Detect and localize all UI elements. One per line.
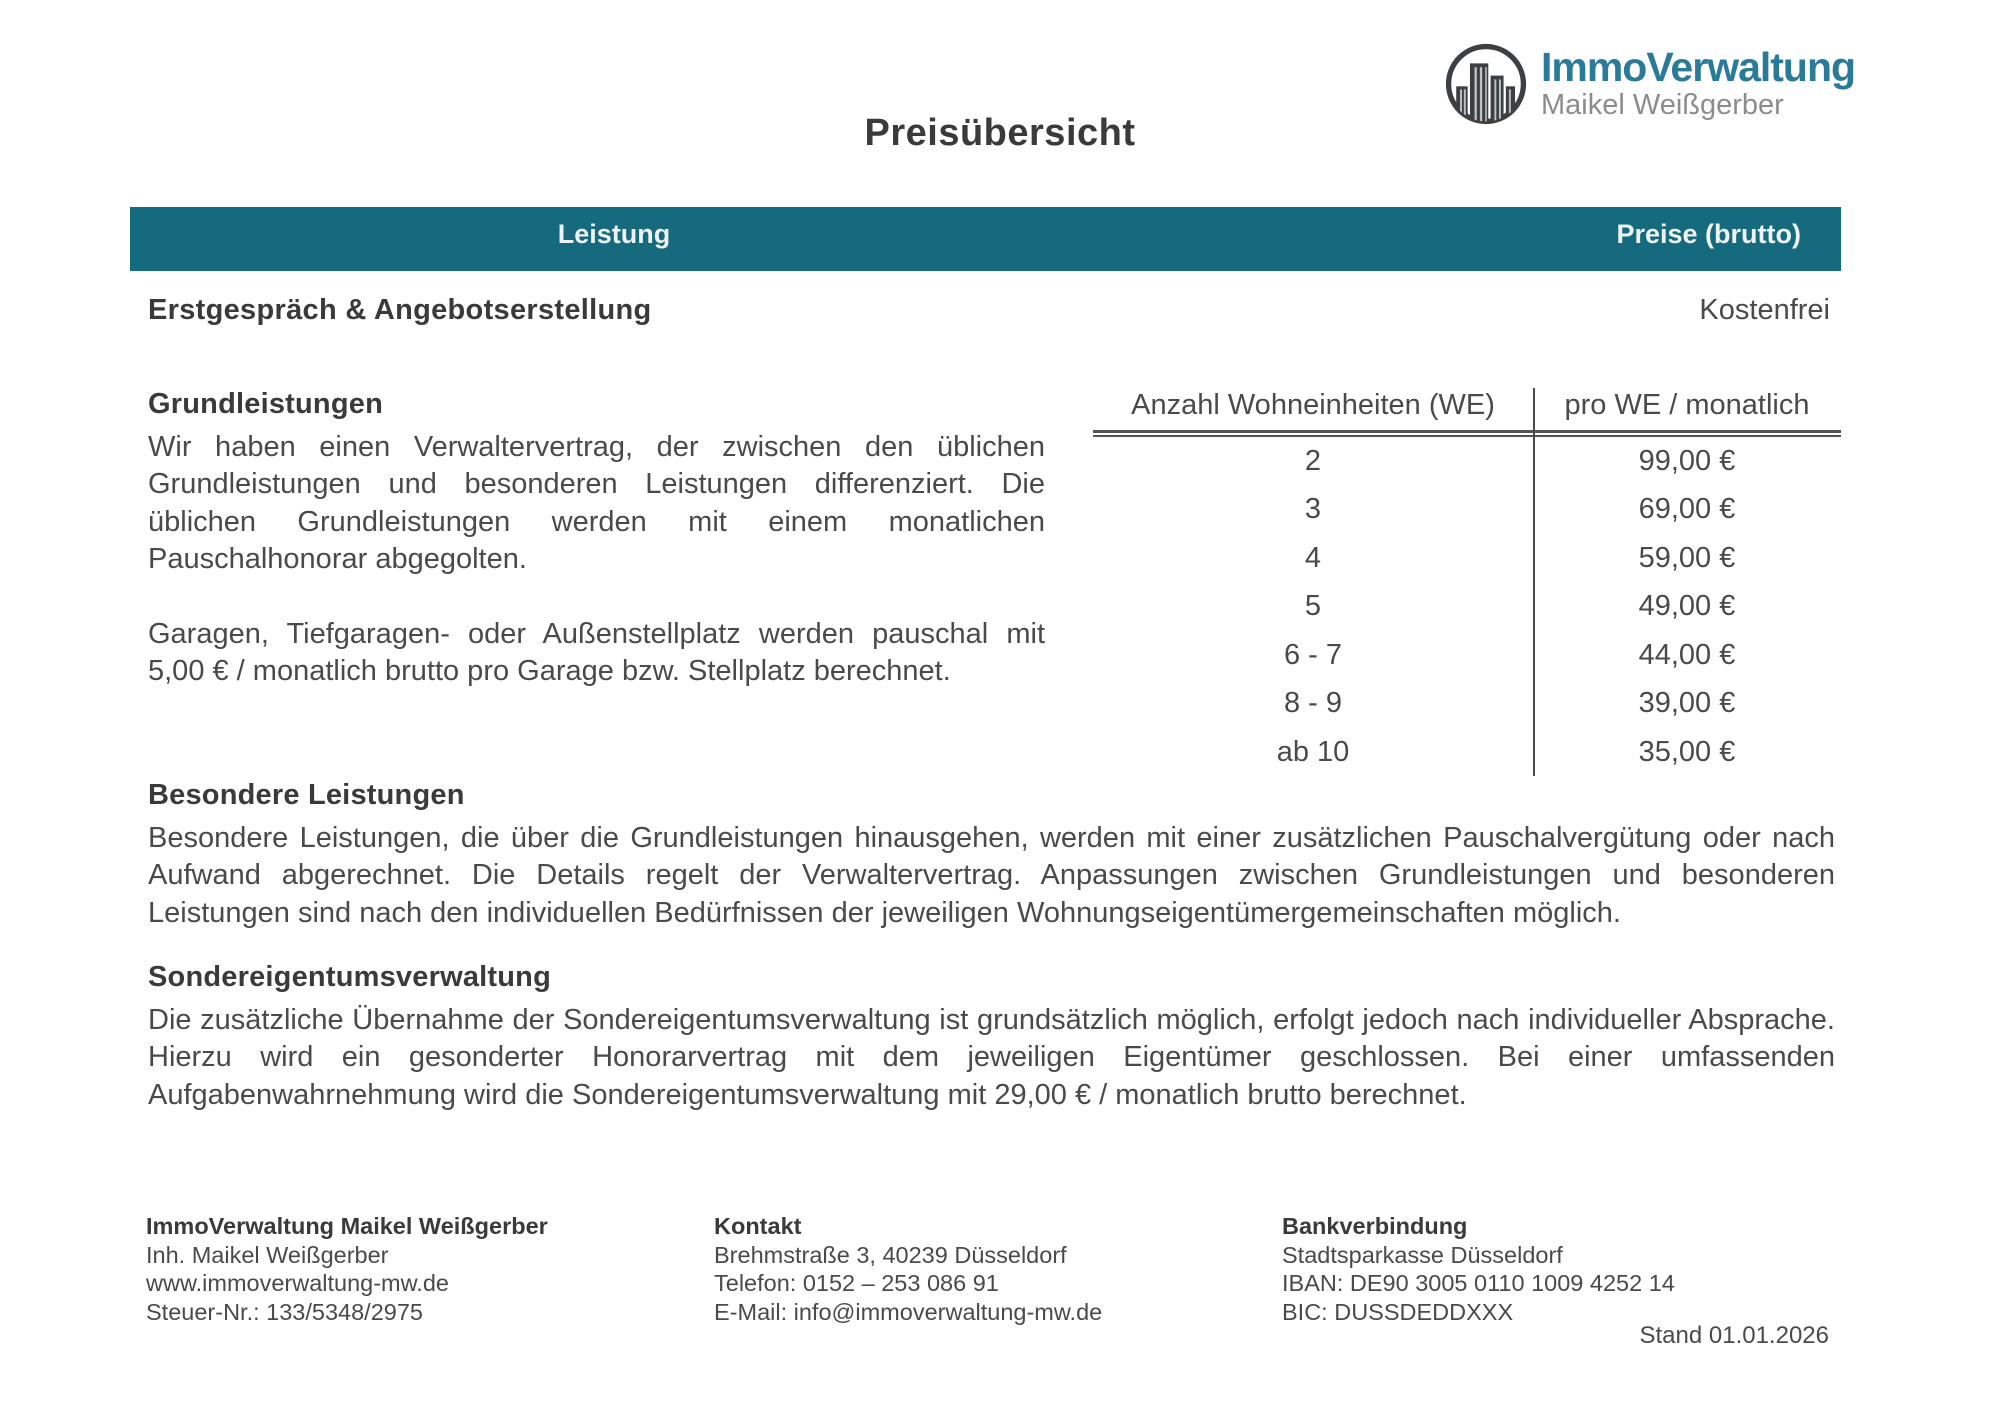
grundleistungen-paragraph: Wir haben einen Verwaltervertrag, der zwischen den üblichen Grundleistungen und besonderen Leistungen differenziert. Die üblichen Grundleistungen werden mit einem monatlichen Pauschalhonorar abgegolten.: [148, 431, 1045, 576]
table-row: [1093, 631, 1841, 680]
table-cell-we: ab 10: [1276, 735, 1350, 768]
footer-bank-bic: BIC: DUSSDEDDXXX: [1282, 1298, 1514, 1325]
column-header-we: Anzahl Wohneinheiten (WE): [1131, 389, 1495, 421]
table-cell-we: 2: [1304, 444, 1322, 477]
intro-row: [148, 294, 1830, 327]
footer-company-column: [146, 1212, 686, 1326]
footer-bank-column: [1282, 1212, 1842, 1326]
document-version-date: Stand 01.01.2026: [1639, 1322, 1829, 1349]
footer-kontakt-phone: Telefon: 0152 – 253 086 91: [714, 1270, 999, 1296]
table-header-bar: [130, 207, 1841, 271]
footer-company-website: www.immoverwaltung-mw.de: [146, 1270, 449, 1296]
table-cell-price: 44,00 €: [1638, 638, 1736, 671]
sonder-heading: Sondereigentumsverwaltung: [148, 961, 552, 993]
intro-service-label: Erstgespräch & Angebotserstellung: [148, 294, 652, 326]
table-cell-price: 69,00 €: [1638, 493, 1736, 526]
price-table: [1093, 386, 1841, 777]
table-header-rule: [1093, 430, 1841, 437]
header-preise-label: Preise (brutto): [1616, 219, 1801, 249]
footer-bank-heading: Bankverbindung: [1282, 1213, 1468, 1239]
table-row: [1093, 534, 1841, 583]
footer-company-heading: ImmoVerwaltung Maikel Weißgerber: [146, 1213, 548, 1239]
table-cell-we: 3: [1304, 493, 1322, 526]
page-title: Preisübersicht: [864, 112, 1136, 154]
header-leistung-label: Leistung: [557, 219, 671, 249]
footer-company-owner: Inh. Maikel Weißgerber: [146, 1241, 389, 1268]
column-header-price: pro WE / monatlich: [1564, 389, 1810, 421]
table-row: [1093, 437, 1841, 486]
footer-company-taxid: Steuer-Nr.: 133/5348/2975: [146, 1298, 423, 1325]
logo-brand-text: ImmoVerwaltung: [1541, 44, 1856, 91]
footer-kontakt-column: [714, 1212, 1254, 1326]
table-row: [1093, 680, 1841, 729]
intro-price-value: Kostenfrei: [1699, 294, 1830, 326]
table-column-divider: [1533, 388, 1535, 776]
garagen-paragraph: Garagen, Tiefgaragen- oder Außenstellplatz werden pauschal mit 5,00 € / monatlich brutto pro Garage bzw. Stellplatz berechnet.: [148, 617, 1045, 688]
section-sondereigentumsverwaltung: [148, 961, 1835, 1114]
grundleistungen-heading: Grundleistungen: [148, 388, 383, 420]
footer-kontakt-email: E-Mail: info@immoverwaltung-mw.de: [714, 1298, 1103, 1325]
table-header-row: [1093, 386, 1841, 430]
table-cell-price: 49,00 €: [1638, 590, 1736, 623]
footer-bank-iban: IBAN: DE90 3005 0110 1009 4252 14: [1282, 1270, 1675, 1296]
table-cell-price: 59,00 €: [1638, 541, 1736, 574]
section-besondere-leistungen: [148, 779, 1835, 932]
table-cell-we: 5: [1304, 590, 1322, 623]
footer-kontakt-address: Brehmstraße 3, 40239 Düsseldorf: [714, 1241, 1067, 1268]
footer-bank-name: Stadtsparkasse Düsseldorf: [1282, 1241, 1563, 1268]
footer: [146, 1212, 1846, 1342]
logo-owner-text: Maikel Weißgerber: [1541, 89, 1784, 122]
table-row: [1093, 728, 1841, 777]
table-cell-price: 99,00 €: [1638, 444, 1736, 477]
besondere-heading: Besondere Leistungen: [148, 779, 465, 811]
table-cell-price: 35,00 €: [1638, 735, 1736, 768]
section-grundleistungen: [148, 388, 1045, 690]
table-row: [1093, 583, 1841, 632]
table-row: [1093, 486, 1841, 535]
besondere-paragraph: Besondere Leistungen, die über die Grundleistungen hinausgehen, werden mit einer zusätzlichen Pauschalvergütung oder nach Aufwand abgerechnet. Die Details regelt der Verwaltervertrag. Anpassungen zwischen Grundleistungen und besonderen Leistungen sind nach den individuellen Bedürfnissen der jeweiligen Wohnungseigentümergemeinschaften möglich.: [148, 822, 1835, 929]
table-cell-price: 39,00 €: [1638, 687, 1736, 720]
sonder-paragraph: Die zusätzliche Übernahme der Sondereigentumsverwaltung ist grundsätzlich möglich, erfolgt jedoch nach individueller Absprache. Hierzu wird ein gesonderter Honorarvertrag mit dem jeweiligen Eigentümer geschlossen. Bei einer umfassenden Aufgabenwahrnehmung wird die Sondereigentumsverwaltung mit 29,00 € / monatlich brutto berechnet.: [148, 1004, 1835, 1111]
table-cell-we: 6 - 7: [1283, 638, 1343, 671]
table-cell-we: 8 - 9: [1283, 687, 1343, 720]
table-cell-we: 4: [1304, 541, 1322, 574]
footer-kontakt-heading: Kontakt: [714, 1213, 802, 1239]
